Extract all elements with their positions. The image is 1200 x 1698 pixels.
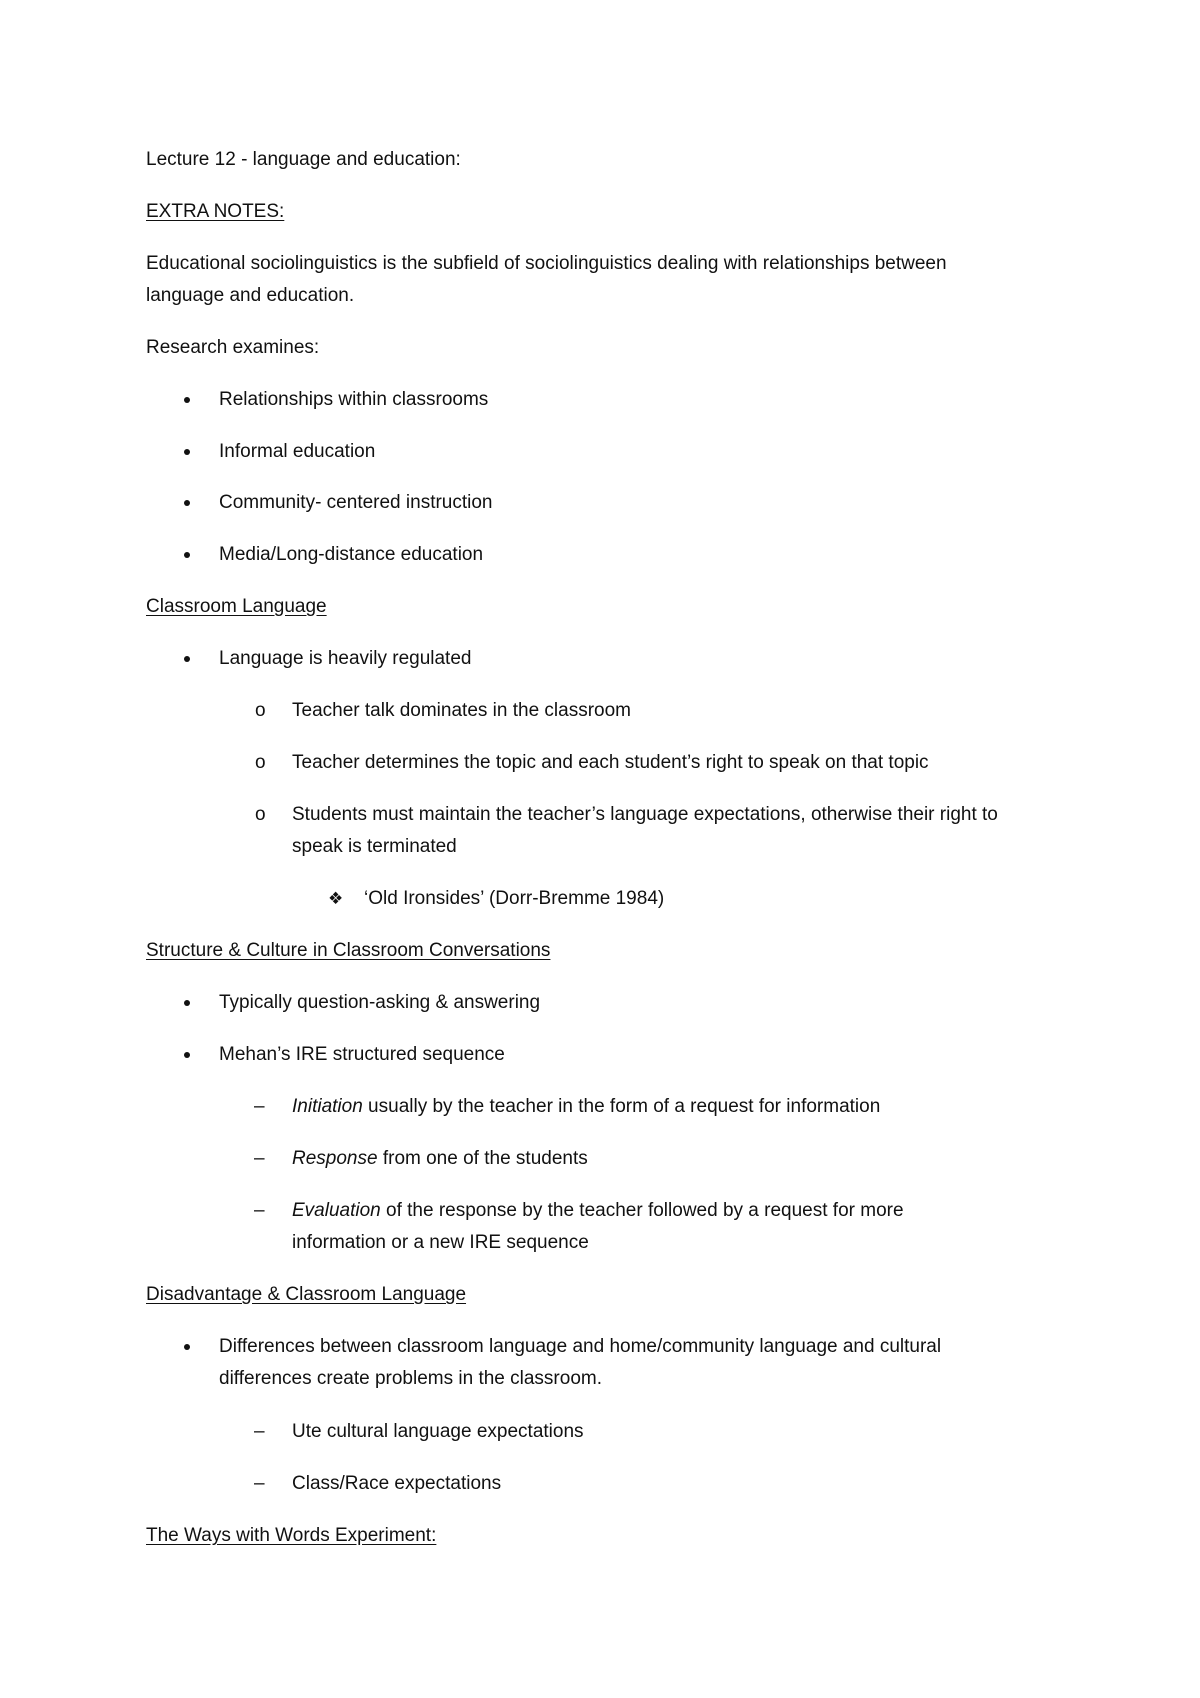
ire-item-initiation bbox=[292, 1091, 880, 1123]
bullet-icon bbox=[184, 1331, 190, 1363]
ire-item-response bbox=[292, 1143, 588, 1175]
bullet-icon bbox=[184, 539, 190, 571]
page-title: Lecture 12 - language and education: bbox=[146, 149, 461, 170]
research-heading: Research examines: bbox=[146, 337, 320, 358]
bullet-icon bbox=[184, 987, 190, 1019]
ire-item-evaluation bbox=[292, 1195, 904, 1227]
circle-bullet-icon: o bbox=[255, 700, 266, 721]
ire-item-continuation: information or a new IRE sequence bbox=[292, 1232, 589, 1253]
bullet-icon bbox=[184, 487, 190, 519]
bullet-icon bbox=[184, 384, 190, 416]
bullet-icon bbox=[184, 436, 190, 468]
ire-description: usually by the teacher in the form of a request for information bbox=[362, 1096, 881, 1117]
list-item: Mehan’s IRE structured sequence bbox=[219, 1044, 505, 1065]
dash-bullet-icon: – bbox=[254, 1096, 265, 1117]
list-item: Typically question-asking & answering bbox=[219, 992, 541, 1013]
section-heading-disadvantage: Disadvantage & Classroom Language bbox=[146, 1284, 467, 1305]
section-heading-structure-culture: Structure & Culture in Classroom Conversations bbox=[146, 940, 551, 961]
list-item: Community- centered instruction bbox=[219, 492, 493, 513]
circle-bullet-icon: o bbox=[255, 804, 266, 825]
extra-notes-heading: EXTRA NOTES: bbox=[146, 201, 285, 222]
sub-list-item: Teacher determines the topic and each student’s right to speak on that topic bbox=[292, 752, 929, 773]
sub-list-item: Students must maintain the teacher’s language expectations, otherwise their right to bbox=[292, 804, 998, 825]
list-item: Media/Long-distance education bbox=[219, 544, 484, 565]
ire-description: of the response by the teacher followed by a request for more bbox=[380, 1200, 904, 1221]
list-item-line1: Differences between classroom language and home/community language and cultural bbox=[219, 1336, 942, 1357]
ire-term: Response bbox=[292, 1148, 378, 1169]
dash-bullet-icon: – bbox=[254, 1421, 265, 1442]
dash-bullet-icon: – bbox=[254, 1200, 265, 1221]
dash-bullet-icon: – bbox=[254, 1473, 265, 1494]
bullet-icon bbox=[184, 1039, 190, 1071]
sub-sub-list-item: ‘Old Ironsides’ (Dorr-Bremme 1984) bbox=[364, 888, 665, 909]
section-heading-classroom-language: Classroom Language bbox=[146, 596, 327, 617]
list-item: Informal education bbox=[219, 441, 376, 462]
sub-list-item: Teacher talk dominates in the classroom bbox=[292, 700, 631, 721]
intro-paragraph-line1: Educational sociolinguistics is the subfield of sociolinguistics dealing with relationships between bbox=[146, 253, 947, 274]
sub-list-item-continuation: speak is terminated bbox=[292, 836, 457, 857]
list-item-line2: differences create problems in the classroom. bbox=[219, 1368, 602, 1389]
section-heading-ways-with-words: The Ways with Words Experiment: bbox=[146, 1525, 437, 1546]
list-item: Relationships within classrooms bbox=[219, 389, 489, 410]
diamond-bullet-icon: ❖ bbox=[328, 889, 344, 909]
sub-list-item: Ute cultural language expectations bbox=[292, 1421, 584, 1442]
sub-list-item: Class/Race expectations bbox=[292, 1473, 502, 1494]
dash-bullet-icon: – bbox=[254, 1148, 265, 1169]
ire-description: from one of the students bbox=[377, 1148, 588, 1169]
bullet-icon bbox=[184, 643, 190, 675]
ire-term: Initiation bbox=[292, 1096, 363, 1117]
list-item: Language is heavily regulated bbox=[219, 648, 472, 669]
circle-bullet-icon: o bbox=[255, 752, 266, 773]
ire-term: Evaluation bbox=[292, 1200, 381, 1221]
intro-paragraph-line2: language and education. bbox=[146, 285, 355, 306]
